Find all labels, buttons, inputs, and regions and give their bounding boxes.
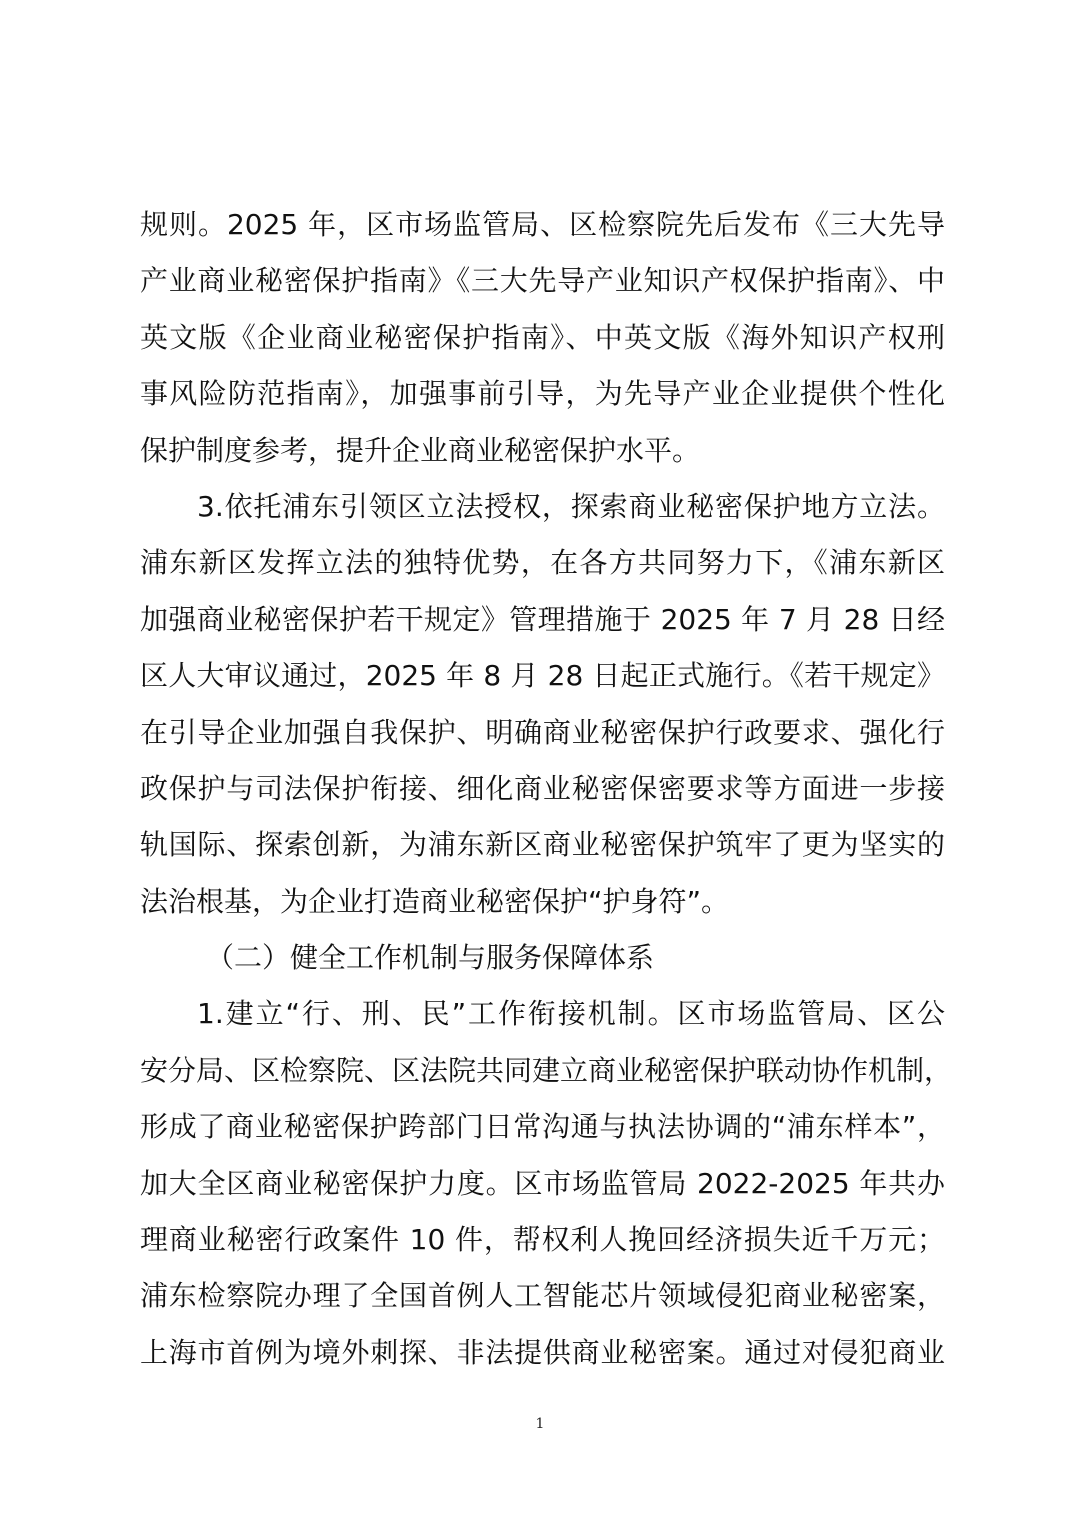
body-line: 上海市首例为境外刺探、非法提供商业秘密案。通过对侵犯商业	[140, 1335, 945, 1369]
body-line: 浦东新区发挥立法的独特优势，在各方共同努力下，《浦东新区	[140, 546, 945, 580]
section-item-1-title: 1.建立“行、刑、民”工作衔接机制。区市场监管局、区公	[197, 997, 945, 1031]
body-line: 安分局、区检察院、区法院共同建立商业秘密保护联动协作机制，	[140, 1053, 953, 1087]
body-line: 产业商业秘密保护指南》《三大先导产业知识产权保护指南》、中	[140, 264, 945, 298]
body-line: 在引导企业加强自我保护、明确商业秘密保护行政要求、强化行	[140, 715, 945, 749]
body-line: 区人大审议通过，2025 年 8 月 28 日起正式施行。《若干规定》	[140, 659, 945, 693]
body-line: 加大全区商业秘密保护力度。区市场监管局 2022-2025 年共办	[140, 1166, 945, 1200]
body-line: 法治根基，为企业打造商业秘密保护“护身符”。	[140, 884, 730, 918]
body-line: 理商业秘密行政案件 10 件，帮权利人挽回经济损失近千万元；	[140, 1223, 945, 1257]
page-number: 1	[535, 1416, 545, 1432]
body-line: 加强商业秘密保护若干规定》管理措施于 2025 年 7 月 28 日经	[140, 602, 945, 636]
body-line: 规则。2025 年，区市场监管局、区检察院先后发布《三大先导	[140, 208, 945, 241]
body-line: 英文版《企业商业秘密保护指南》、中英文版《海外知识产权刑	[140, 320, 945, 354]
body-line: 保护制度参考，提升企业商业秘密保护水平。	[140, 433, 701, 467]
section-item-3-title: 3.依托浦东引领区立法授权，探索商业秘密保护地方立法。	[197, 489, 945, 523]
body-line: 形成了商业秘密保护跨部门日常沟通与执法协调的“浦东样本”，	[140, 1110, 945, 1144]
body-line: 轨国际、探索创新，为浦东新区商业秘密保护筑牢了更为坚实的	[140, 828, 945, 862]
document-body	[140, 197, 953, 1381]
body-line: 事风险防范指南》，加强事前引导，为先导产业企业提供个性化	[140, 377, 945, 411]
body-line: 政保护与司法保护衔接、细化商业秘密保密要求等方面进一步接	[140, 771, 945, 805]
section-heading: （二）健全工作机制与服务保障体系	[206, 941, 655, 975]
body-line: 浦东检察院办理了全国首例人工智能芯片领域侵犯商业秘密案，	[140, 1279, 945, 1313]
